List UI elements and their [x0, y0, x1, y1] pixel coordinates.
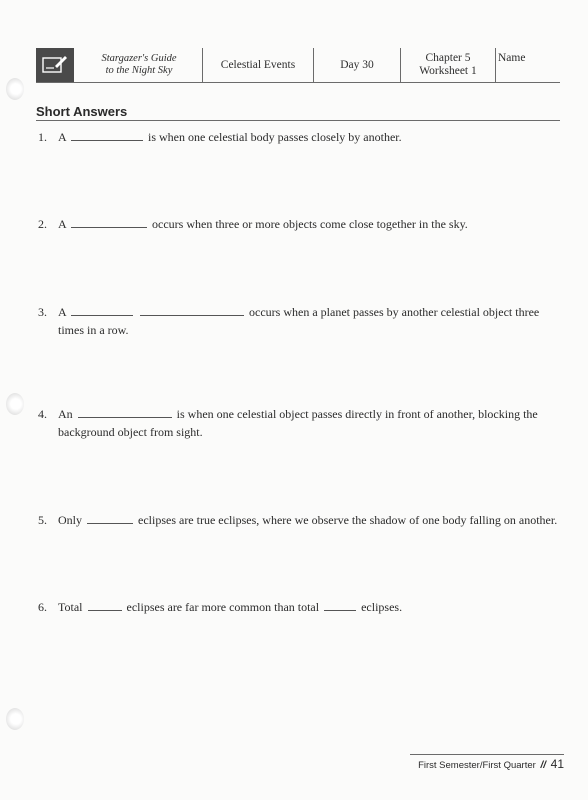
- pencil-on-paper-icon: [36, 48, 74, 82]
- day-label: Day 30: [314, 48, 401, 82]
- guide-title: [76, 48, 203, 82]
- punch-hole: [6, 708, 24, 730]
- name-field-label: Name: [498, 52, 526, 64]
- question-2: 2. A occurs when three or more objects come close together in the sky.: [38, 217, 468, 231]
- question-5: 5. Only eclipses are true eclipses, where we observe the shadow of one body falling on another.: [38, 513, 558, 527]
- guide-title-line2: to the Night Sky: [105, 65, 173, 76]
- worksheet-header: [36, 48, 560, 83]
- topic-label: Celestial Events: [203, 48, 314, 82]
- question-number: 6.: [38, 600, 47, 614]
- answer-blank[interactable]: [87, 512, 133, 524]
- question-number: 1.: [38, 130, 47, 144]
- footer-label: First Semester/First Quarter: [418, 760, 536, 771]
- answer-blank[interactable]: [78, 406, 172, 418]
- question-1: 1. A is when one celestial body passes closely by another.: [38, 130, 402, 144]
- answer-blank[interactable]: [71, 216, 147, 228]
- worksheet-label: Worksheet 1: [419, 65, 477, 77]
- question-6: 6. Total eclipses are far more common than total eclipses.: [38, 600, 403, 614]
- chapter-info: [401, 48, 496, 82]
- question-number: 4.: [38, 407, 47, 421]
- answer-blank[interactable]: [71, 304, 133, 316]
- answer-blank[interactable]: [71, 129, 143, 141]
- guide-title-line1: Stargazer's Guide: [101, 53, 177, 64]
- question-number: 3.: [38, 305, 47, 319]
- page-number: 41: [550, 757, 564, 771]
- question-number: 2.: [38, 217, 47, 231]
- question-number: 5.: [38, 513, 47, 527]
- chapter-label: Chapter 5: [425, 52, 471, 64]
- question-4: 4. An is when one celestial object passes directly in front of another, blocking the background object from sight.: [38, 407, 538, 439]
- footer-divider: [410, 754, 564, 755]
- footer-slashes: //: [540, 760, 546, 771]
- answer-blank[interactable]: [324, 599, 356, 611]
- page-footer: [410, 757, 564, 771]
- answer-blank[interactable]: [88, 599, 122, 611]
- punch-hole: [6, 78, 24, 100]
- answer-blank[interactable]: [140, 304, 244, 316]
- section-title: Short Answers: [36, 104, 560, 121]
- question-3: 3. A occurs when a planet passes by another celestial object three times in a row.: [38, 305, 540, 337]
- punch-hole: [6, 393, 24, 415]
